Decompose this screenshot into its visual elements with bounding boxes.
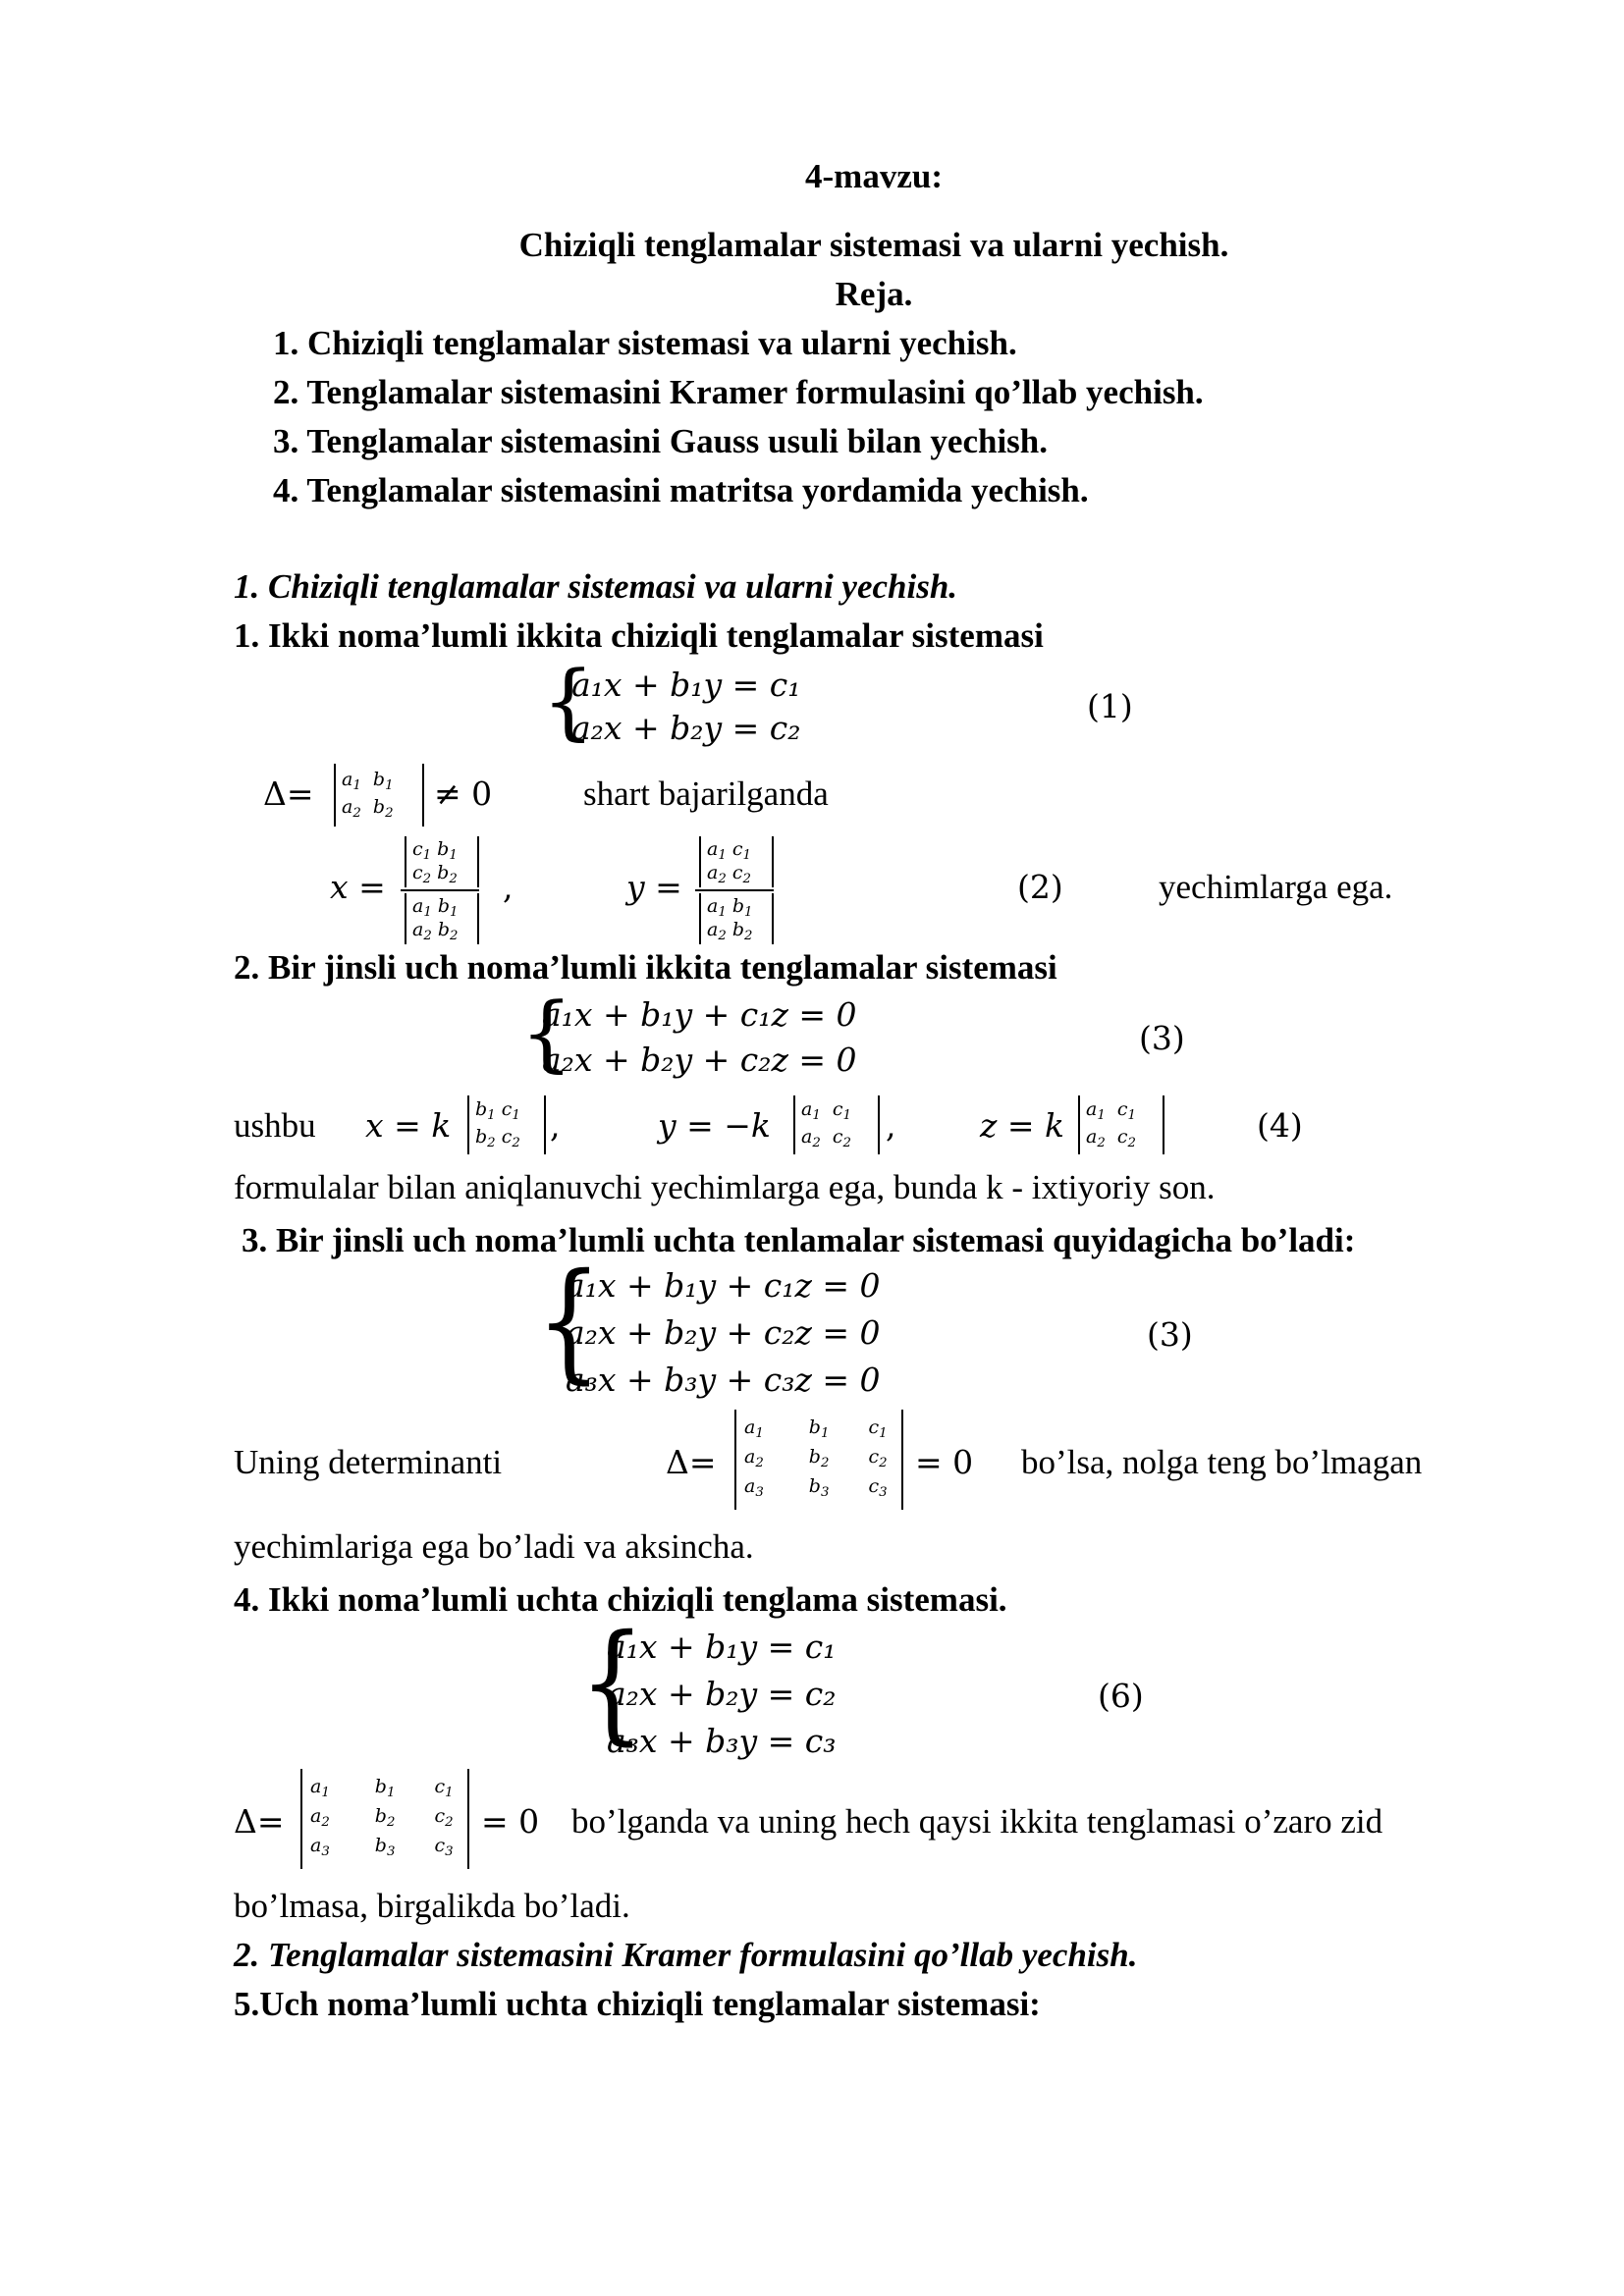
plan-title: Reja. xyxy=(835,275,913,313)
bolsa-text: bo’lsa, nolga teng bo’lmagan xyxy=(1021,1443,1423,1481)
system-6-eq2: a₂x + b₂y = c₂ xyxy=(607,1675,837,1713)
y-k-comma: , xyxy=(886,1106,896,1145)
x-label: x = xyxy=(330,868,386,906)
plan-item-4: 4. Tenglamalar sistemasini matritsa yordamida yechish. xyxy=(273,471,1089,509)
y-fraction-bar xyxy=(695,889,774,891)
system-6-brace: { xyxy=(579,1607,646,1758)
system-1-brace: { xyxy=(542,653,595,749)
eq-number-6: (6) xyxy=(1098,1677,1144,1715)
result-text: yechimlarga ega. xyxy=(1159,868,1393,906)
section-1-heading: 1. Chiziqli tenglamalar sistemasi va ularni yechish. xyxy=(234,567,958,606)
x-k-comma: , xyxy=(550,1106,561,1145)
formula-comma: , xyxy=(503,868,514,906)
item-2-heading: 2. Bir jinsli uch noma’lumli ikkita tenglamalar sistemasi xyxy=(234,948,1057,987)
system-3-eq1: a₁x + b₁y + c₁z = 0 xyxy=(542,995,857,1034)
section-2-heading: 2. Tenglamalar sistemasini Kramer formulasini qo’llab yechish. xyxy=(234,1936,1138,1974)
system-3x3-eq1: a₁x + b₁y + c₁z = 0 xyxy=(566,1266,881,1305)
x-denominator-det: $a_1$ $b_1$ $a_2$ $b_2$ xyxy=(405,893,479,944)
equals-zero-3x3: = 0 xyxy=(915,1443,974,1481)
item-3-heading: 3. Bir jinsli uch noma’lumli uchta tenlamalar sistemasi quyidagicha bo’ladi: xyxy=(242,1221,1356,1259)
item-4-heading: 4. Ikki noma’lumli uchta chiziqli tenglama sistemasi. xyxy=(234,1580,1007,1619)
plan-item-2: 2. Tenglamalar sistemasini Kramer formulasini qo’llab yechish. xyxy=(273,373,1204,411)
item-1-heading: 1. Ikki noma’lumli ikkita chiziqli tenglamalar sistemasi xyxy=(234,616,1044,655)
item-5-heading: 5.Uch noma’lumli uchta chiziqli tenglamalar sistemasi: xyxy=(234,1985,1041,2023)
formula-number-4: (4) xyxy=(1257,1106,1303,1145)
uning-determinanti-text: Uning determinanti xyxy=(234,1443,503,1481)
equals-zero-item-4: = 0 xyxy=(481,1802,540,1841)
plan-item-3: 3. Tenglamalar sistemasini Gauss usuli bilan yechish. xyxy=(273,422,1049,460)
y-k-det: $a_1$ $c_1$ $a_2$ $c_2$ xyxy=(793,1095,880,1154)
system-3x3-brace: { xyxy=(536,1246,603,1397)
y-equals-minus-k: y = −k xyxy=(658,1106,771,1145)
y-denominator-det: $a_1$ $b_1$ $a_2$ $b_2$ xyxy=(699,893,774,944)
system-3x3-eq2: a₂x + b₂y + c₂z = 0 xyxy=(566,1313,881,1352)
eq-number-3b: (3) xyxy=(1147,1315,1193,1354)
system-6-eq3: a₃x + b₃y = c₃ xyxy=(607,1722,837,1760)
system-3-eq2: a₂x + b₂y + c₂z = 0 xyxy=(542,1041,857,1079)
determinant-3x3-a: $a_1$ $b_1$ $c_1$ $a_2$ $b_2$ $c_2$ $a_3$ $b_3$ $c_3$ xyxy=(734,1410,903,1510)
item-4-continuation: bo’lmasa, birgalikda bo’ladi. xyxy=(234,1887,630,1925)
y-label: y = xyxy=(626,868,682,906)
system-3x3-eq3: a₃x + b₃y + c₃z = 0 xyxy=(566,1361,881,1399)
plan-item-1: 1. Chiziqli tenglamalar sistemasi va ularni yechish. xyxy=(273,324,1017,362)
x-numerator-det: $c_1$ $b_1$ $c_2$ $b_2$ xyxy=(405,836,479,887)
determinant-3x3-b: $a_1$ $b_1$ $c_1$ $a_2$ $b_2$ $c_2$ $a_3$ $b_3$ $c_3$ xyxy=(300,1769,469,1869)
ushbu-text: ushbu xyxy=(234,1106,316,1145)
z-k-det: $a_1$ $c_1$ $a_2$ $c_2$ xyxy=(1078,1095,1164,1154)
eq-number-1: (1) xyxy=(1087,687,1133,725)
bolganda-text: bo’lganda va uning hech qaysi ikkita tenglamasi o’zaro zid xyxy=(571,1802,1383,1841)
not-equal-zero: ≠ 0 xyxy=(434,774,493,813)
delta-label-1: Δ= xyxy=(263,774,314,813)
delta-label-3x3: Δ= xyxy=(666,1443,717,1481)
formula-number-2: (2) xyxy=(1017,868,1063,906)
page-title: Chiziqli tenglamalar sistemasi va ularni yechish. xyxy=(518,226,1229,264)
determinant-delta-1: $a_1$ $b_1$ $a_2$ $b_2$ xyxy=(334,764,424,827)
system-3-brace: { xyxy=(520,985,573,1081)
topic-number: 4-mavzu: xyxy=(805,157,943,195)
eq-number-3: (3) xyxy=(1139,1019,1185,1057)
x-fraction-bar xyxy=(401,889,479,891)
system-1-eq1: a₁x + b₁y = c₁ xyxy=(571,666,801,704)
delta-label-item-4: Δ= xyxy=(234,1802,285,1841)
x-equals-k: x = k xyxy=(365,1106,452,1145)
z-equals-k: z = k xyxy=(980,1106,1065,1145)
item-3-continuation: yechimlariga ega bo’ladi va aksincha. xyxy=(234,1527,754,1566)
x-k-det: $b_1$ $c_1$ $b_2$ $c_2$ xyxy=(467,1095,546,1154)
system-1-eq2: a₂x + b₂y = c₂ xyxy=(571,709,801,747)
system-6-eq1: a₁x + b₁y = c₁ xyxy=(607,1628,837,1666)
y-numerator-det: $a_1$ $c_1$ $a_2$ $c_2$ xyxy=(699,836,774,887)
item-2-explanation: formulalar bilan aniqlanuvchi yechimlarga ega, bunda k - ixtiyoriy son. xyxy=(234,1168,1216,1206)
condition-text: shart bajarilganda xyxy=(583,774,829,813)
